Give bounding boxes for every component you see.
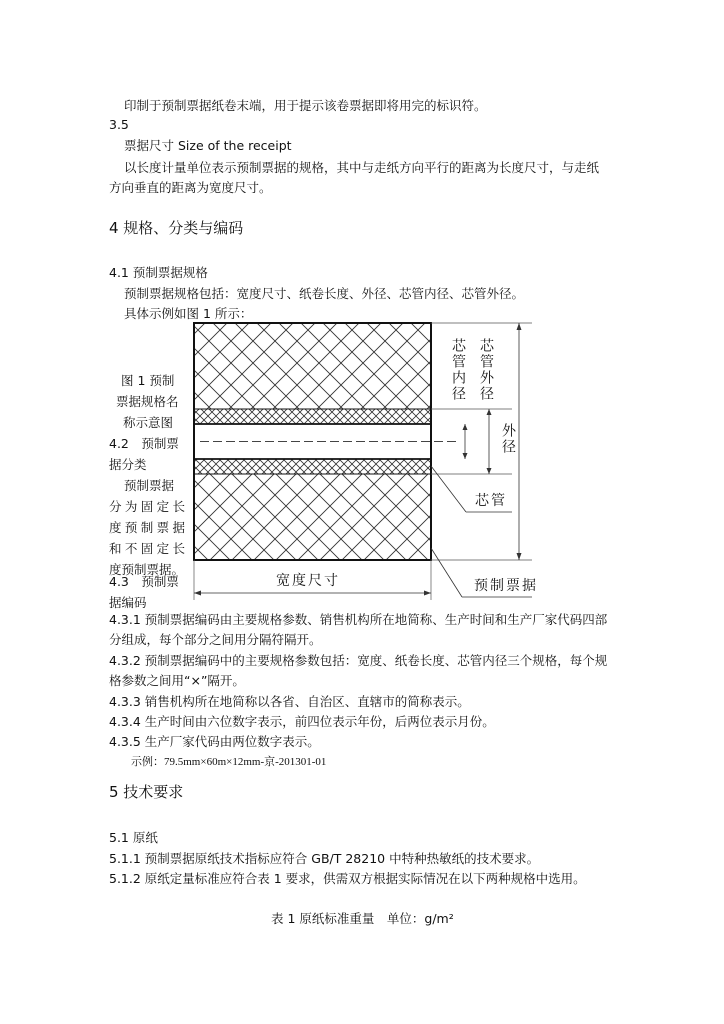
- core-wall-top: [194, 409, 431, 424]
- figure-caption: 称示意图: [123, 415, 174, 430]
- subsection-title: 4.1 预制票据规格: [109, 265, 208, 280]
- subsection-title: 据编码: [109, 595, 147, 610]
- text-line: 度预制票据。: [109, 562, 185, 577]
- section-heading: 5 技术要求: [109, 783, 184, 801]
- text-line: 4.3.5 生产厂家代码由两位数字表示。: [109, 734, 320, 749]
- text-line: 4.3.1 预制票据编码由主要规格参数、销售机构所在地简称、生产时间和生产厂家代码四部: [109, 612, 608, 627]
- text-line: 4.3.4 生产时间由六位数字表示，前四位表示年份，后两位表示月份。: [109, 714, 495, 729]
- text-line: 分为固定长: [109, 499, 185, 514]
- subsection-title: 据分类: [109, 457, 147, 472]
- text-line: 方向垂直的距离为宽度尺寸。: [109, 180, 272, 195]
- text-line: 分组成，每个部分之间用分隔符隔开。: [109, 632, 322, 647]
- label-receipt: 预制票据: [474, 578, 538, 594]
- term-title: 票据尺寸 Size of the receipt: [124, 138, 292, 153]
- text-line: 4.3.3 销售机构所在地简称以各省、自治区、直辖市的简称表示。: [109, 694, 470, 709]
- text-line: 度预制票据: [109, 520, 185, 535]
- core-wall-bottom: [194, 459, 431, 474]
- label-core-inner-diameter: 芯管内径: [450, 338, 466, 402]
- text-line: 5.1.2 原纸定量标准应符合表 1 要求，供需双方根据实际情况在以下两种规格中选用。: [109, 871, 586, 886]
- text-line: 具体示例如图 1 所示：: [124, 306, 253, 321]
- text-line: 预制票据: [124, 478, 175, 493]
- text-line: 和不固定长: [109, 541, 185, 556]
- table-caption: 表 1 原纸标准重量 单位：g/m²: [271, 911, 454, 926]
- paper-roll-bottom: [194, 474, 431, 560]
- label-outer-diameter: 外径: [500, 423, 516, 455]
- text-line: 预制票据规格包括：宽度尺寸、纸卷长度、外径、芯管内径、芯管外径。: [124, 286, 525, 301]
- text-line: 以长度计量单位表示预制票据的规格，其中与走纸方向平行的距离为长度尺寸，与走纸: [124, 160, 600, 175]
- subsection-title: 4.3 预制票: [109, 574, 179, 589]
- example-line: 示例：79.5mm×60m×12mm-京-201301-01: [131, 756, 327, 768]
- text-line: 格参数之间用“×”隔开。: [109, 673, 245, 688]
- paper-roll-top: [194, 323, 431, 409]
- clause-number: 3.5: [109, 117, 129, 132]
- subsection-title: 5.1 原纸: [109, 830, 158, 845]
- figure-caption: 图 1 预制: [121, 373, 175, 388]
- label-width: 宽度尺寸: [276, 573, 340, 589]
- subsection-title: 4.2 预制票: [109, 436, 179, 451]
- text-line: 4.3.2 预制票据编码中的主要规格参数包括：宽度、纸卷长度、芯管内径三个规格，每个规: [109, 653, 608, 668]
- section-heading: 4 规格、分类与编码: [109, 219, 244, 237]
- figure-caption: 票据规格名: [116, 394, 179, 409]
- text-line: 5.1.1 预制票据原纸技术指标应符合 GB/T 28210 中特种热敏纸的技术要求。: [109, 851, 540, 866]
- text-line: 印制于预制票据纸卷末端，用于提示该卷票据即将用完的标识符。: [124, 98, 487, 113]
- label-core: 芯管: [475, 493, 507, 509]
- label-core-outer-diameter: 芯管外径: [478, 338, 494, 402]
